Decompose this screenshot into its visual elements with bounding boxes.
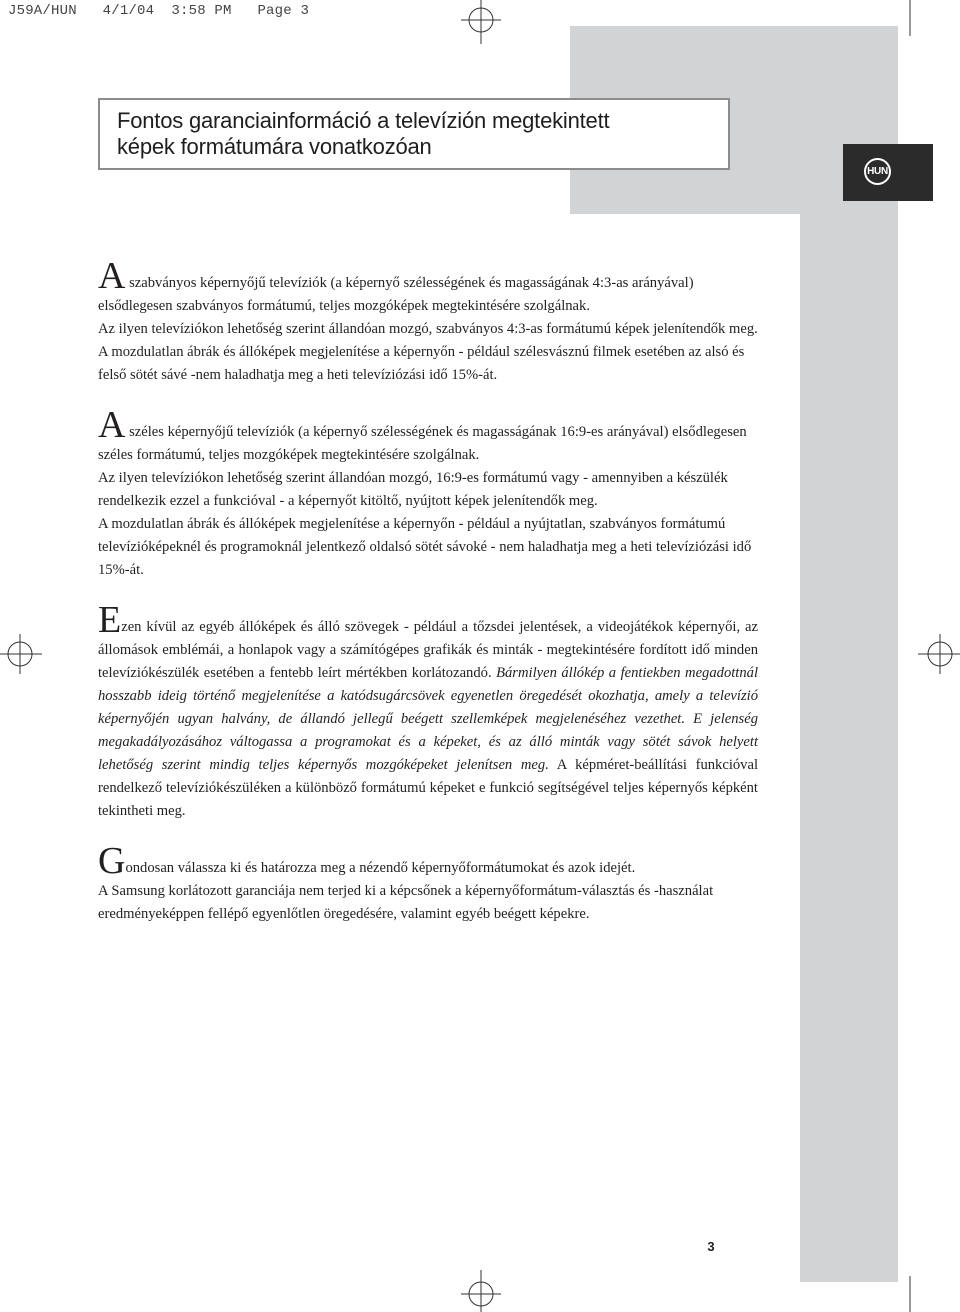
paragraph-text: zen kívül az egyéb állóképek és álló szövegek - például a tőzsdei jelentések, a videojátékok képernyői, az állomások emblémái, a honlapok vagy a számítógépes grafikák és minták - megtekintésére fordított idő minden televíziókészülék esetében a fentebb leírt mértékben korlátozandó. [98,619,758,681]
print-slug: J59A/HUN 4/1/04 3:58 PM Page 3 [8,3,310,19]
paragraph-still-images [98,599,758,823]
drop-cap: G [98,840,126,882]
title-box [98,98,730,170]
registration-mark-top [457,0,505,46]
paragraph-warning-italic: Bármilyen állókép a fentiekben megadottnál hosszabb ideig történő megjelenítése a katódsugárcsövek egyenetlen öregedését okozhatja, amely a televízió képernyőjén ugyan halvány, de állandó jellegű beégett szellemképek megjelenéséhez vezethet. E jelenség megakadályozásához váltogassa a programokat és a képeket, és az álló minták vagy sötét sávok helyett lehetőség szerint mindig teljes képernyős mozgóképeket jelenítsen meg. [98,665,758,773]
page-title-line-1: Fontos garanciainformáció a televízión megtekintett [117,108,610,133]
paragraph-text: A Samsung korlátozott garanciája nem terjed ki a képcsőnek a képernyőformátum-választás és -használat eredményeképpen fellépő egyenlőtlen öregedésére, valamint egyéb beégett képekre. [98,883,714,922]
registration-mark-bottom [457,1270,505,1312]
paragraph-text: Az ilyen televíziókon lehetőség szerint állandóan mozgó, 16:9-es formátumú vagy - amennyiben a készülék rendelkezik ezzel a funkcióval - a képernyőt kitöltő, nyújtott képek jelenítendők meg. [98,470,728,509]
drop-cap: A [98,404,126,446]
paragraph-text: Az ilyen televíziókon lehetőség szerint állandóan mozgó, szabványos 4:3-as formátumú képek jelenítendők meg. A mozdulatlan ábrák és állóképek megjelenítése a képernyőn - például szélesvásznú filmek esetében az alsó és felső sötét sávé -nem haladhatja meg a heti televíziózási idő 15%-át. [98,321,758,383]
paragraph-warranty [98,840,758,926]
drop-cap: A [98,255,126,297]
paragraph-text: ondosan válassza ki és határozza meg a nézendő képernyőformátumokat és azok idejét. [125,860,636,876]
language-tab [843,144,933,201]
paragraph-text: széles képernyőjű televíziók (a képernyő szélességének és magasságának 16:9-es arányával) elsődlegesen széles formátumú, teljes mozgóképek megtekintésére szolgálnak. [98,424,747,463]
page-title-line-2: képek formátumára vonatkozóan [117,134,432,159]
paragraph-text: szabványos képernyőjű televíziók (a képernyő szélességének és magasságának 4:3-as arányával) elsődlegesen szabványos formátumú, teljes mozgóképek megtekintésére szolgálnak. [98,275,694,314]
crop-mark-top-right [905,0,915,40]
paragraph-text: A képméret-beállítási funkcióval rendelkező televíziókészüléken a különböző formátumú képeket e funkció segítségével teljes képernyős képként tekintheti meg. [98,757,758,819]
page-number: 3 [707,1239,715,1254]
gray-side-column [800,26,898,1282]
paragraph-wide-screen [98,404,758,582]
language-badge: HUN [864,158,891,185]
page-number-marker [686,1219,736,1265]
drop-cap: E [98,599,122,641]
paragraph-standard-screen [98,255,758,387]
paragraph-text: A mozdulatlan ábrák és állóképek megjelenítése a képernyőn - például a nyújtatlan, szabványos formátumú televízióképeknél és programoknál jelentkező oldalsó sötét sávoké - nem haladhatja meg a heti televíziózási idő 15%-át. [98,516,752,578]
body-content [98,255,758,952]
crop-mark-bottom-right [905,1272,915,1312]
registration-mark-right [916,630,960,678]
registration-mark-left [0,630,44,678]
